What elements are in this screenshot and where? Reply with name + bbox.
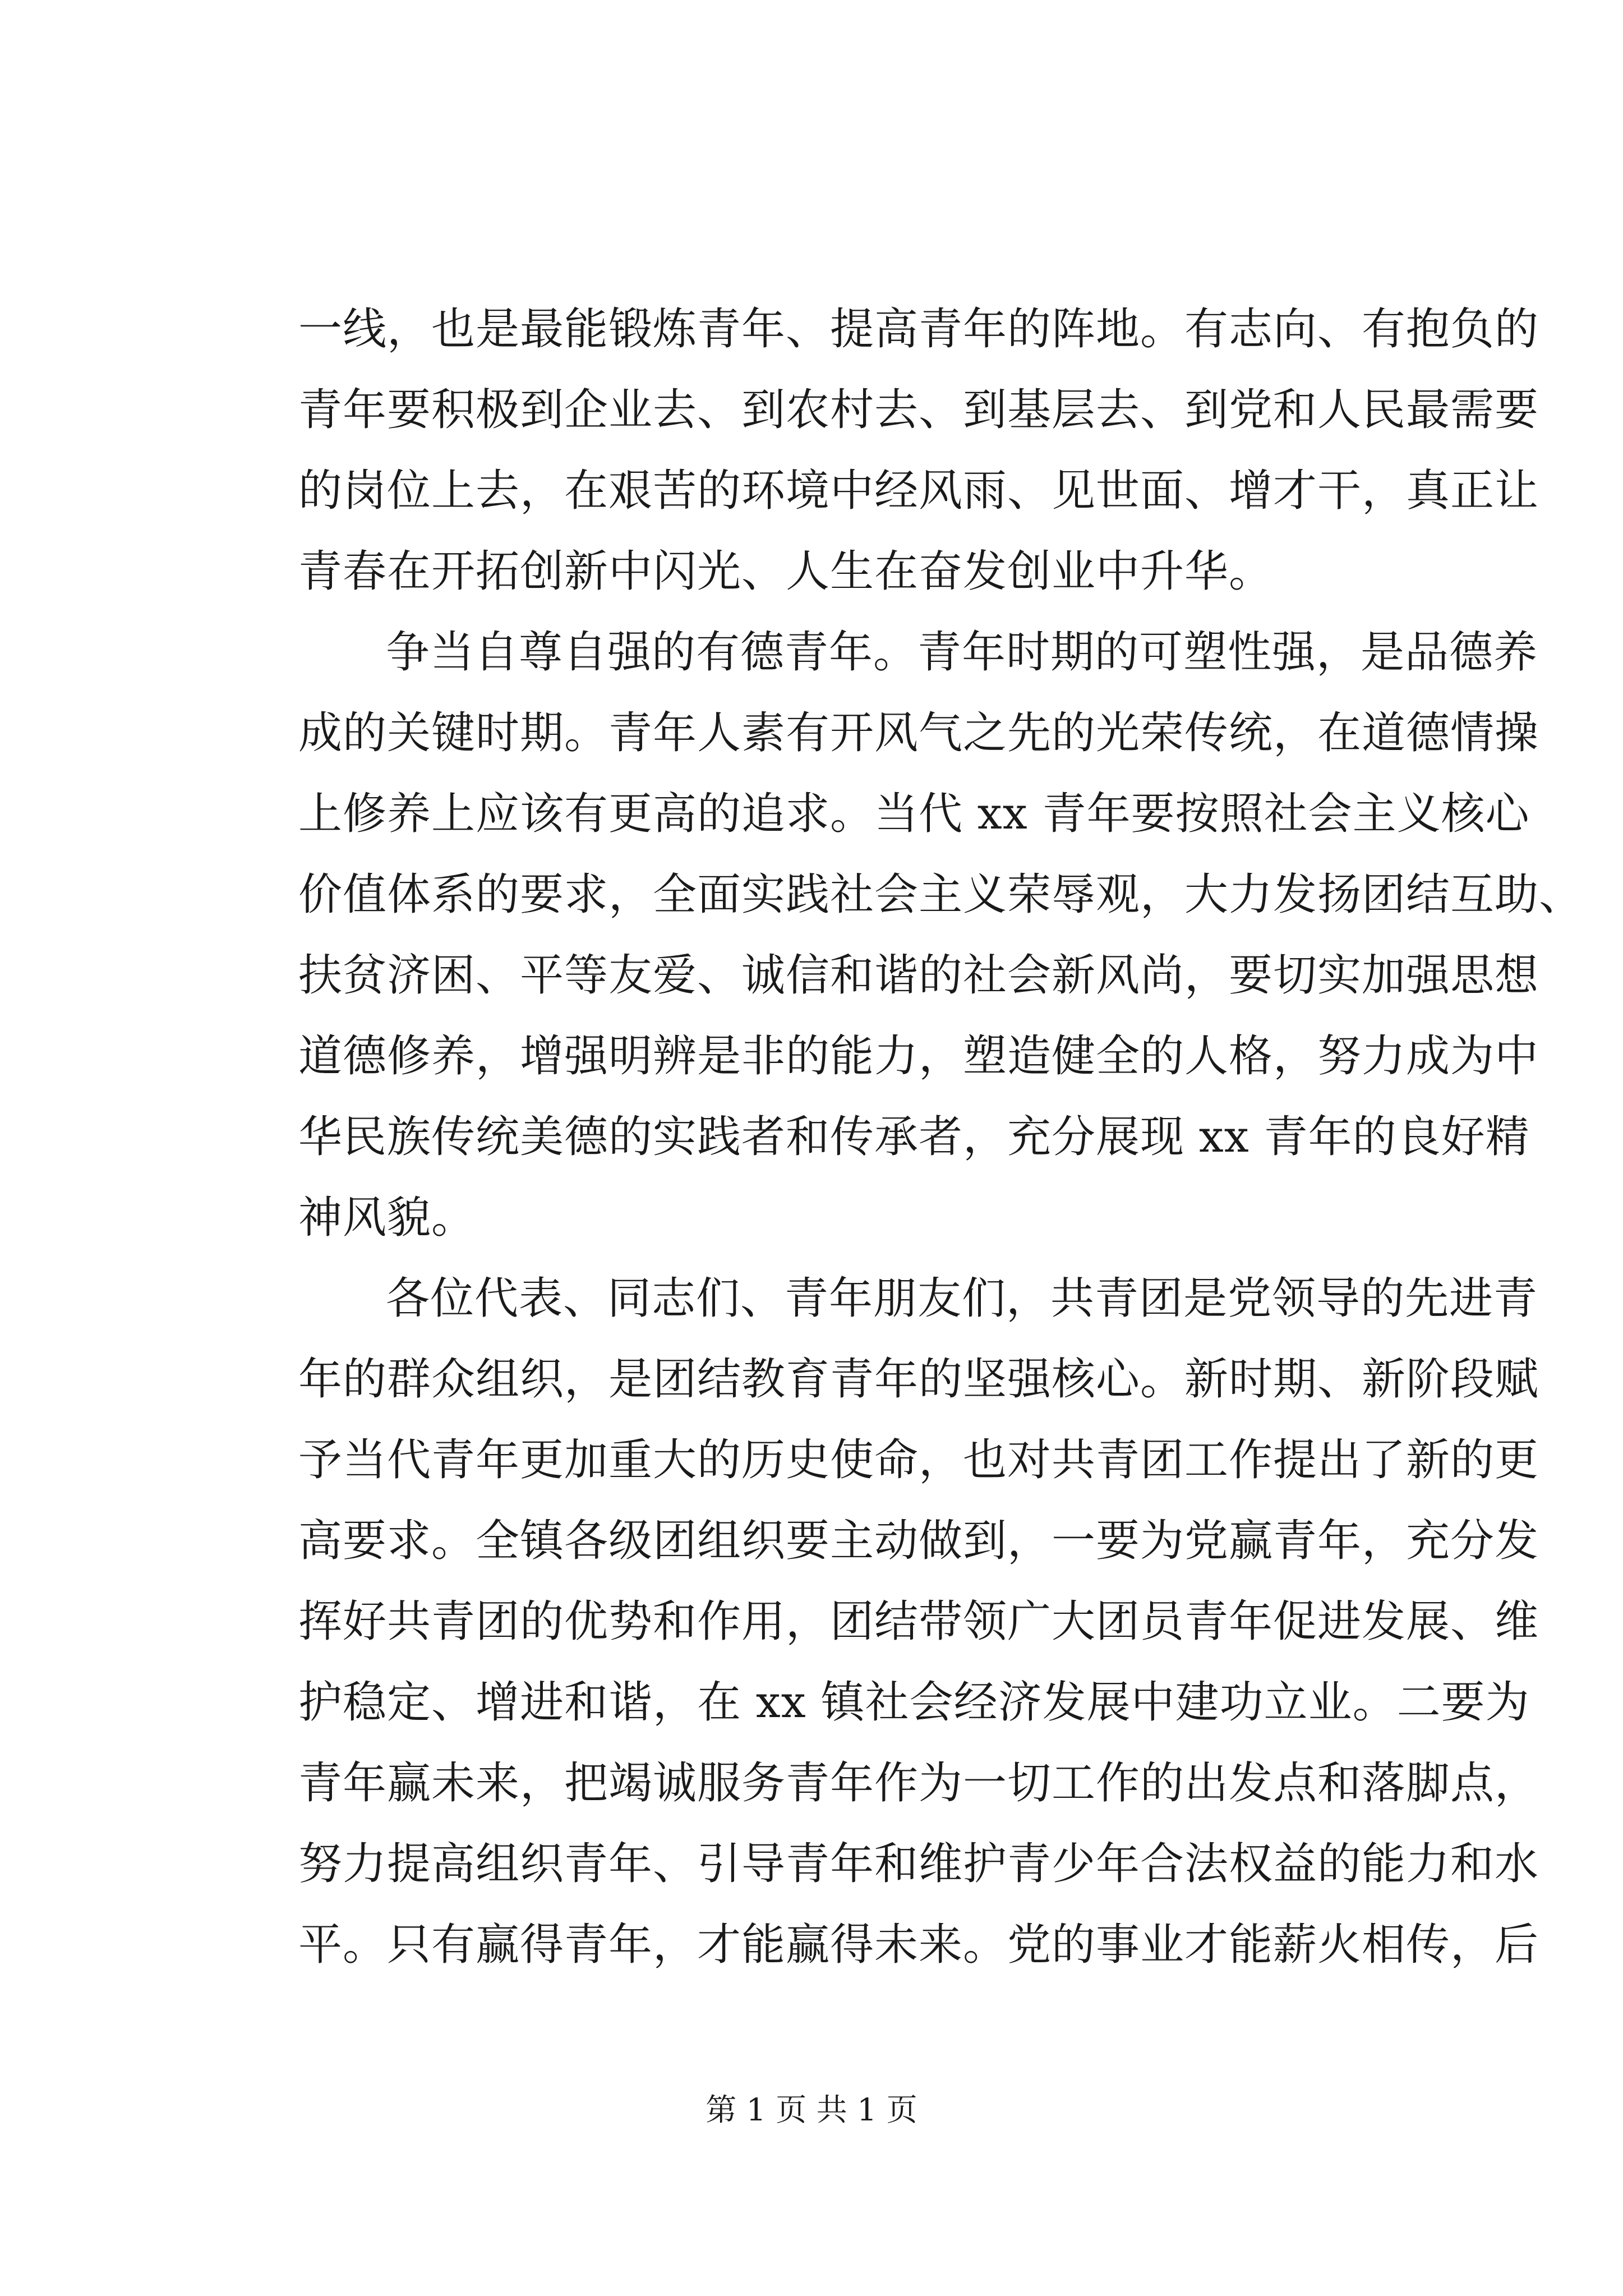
text-line: 道德修养，增强明辨是非的能力，塑造健全的人格，努力成为中 [298,1031,1539,1082]
text-line: 高要求。全镇各级团组织要主动做到，一要为党赢青年，充分发 [298,1516,1539,1566]
text-line: 青年赢未来，把竭诚服务青年作为一切工作的出发点和落脚点， [298,1758,1539,1809]
text-line: 平。只有赢得青年，才能赢得未来。党的事业才能薪火相传，后 [298,1920,1539,1970]
text-line: 年的群众组织，是团结教育青年的坚强核心。新时期、新阶段赋 [298,1354,1539,1405]
text-line: 神风貌。 [298,1193,476,1243]
text-line: 挥好共青团的优势和作用，团结带领广大团员青年促进发展、维 [298,1596,1539,1647]
paragraph-2 [298,612,1584,1258]
text-line: 价值体系的要求，全面实践社会主义荣辱观，大力发扬团结互助、 [298,869,1584,920]
text-line: 努力提高组织青年、引导青年和维护青少年合法权益的能力和水 [298,1839,1539,1889]
page-footer: 第 1 页 共 1 页 [706,2092,917,2128]
paragraph-3 [298,1258,1539,1985]
text-line: 上修养上应该有更高的追求。当代 xx 青年要按照社会主义核心 [298,789,1530,839]
body-text [298,289,1584,1985]
text-line: 成的关键时期。青年人素有开风气之先的光荣传统，在道德情操 [298,708,1539,758]
paragraph-1 [298,289,1539,612]
text-line: 各位代表、同志们、青年朋友们，共青团是党领导的先进青 [386,1273,1538,1324]
text-line: 一线，也是最能锻炼青年、提高青年的阵地。有志向、有抱负的 [298,304,1539,355]
text-line: 华民族传统美德的实践者和传承者，充分展现 xx 青年的良好精 [298,1112,1530,1162]
text-line: 扶贫济困、平等友爱、诚信和谐的社会新风尚，要切实加强思想 [298,950,1539,1001]
text-line: 护稳定、增进和谐，在 xx 镇社会经济发展中建功立业。二要为 [298,1677,1530,1728]
text-line: 予当代青年更加重大的历史使命，也对共青团工作提出了新的更 [298,1435,1539,1485]
text-line: 青春在开拓创新中闪光、人生在奋发创业中升华。 [298,546,1274,597]
text-line: 的岗位上去，在艰苦的环境中经风雨、见世面、增才干，真正让 [298,466,1539,516]
text-line: 争当自尊自强的有德青年。青年时期的可塑性强，是品德养 [386,627,1538,678]
text-line: 青年要积极到企业去、到农村去、到基层去、到党和人民最需要 [298,385,1539,435]
